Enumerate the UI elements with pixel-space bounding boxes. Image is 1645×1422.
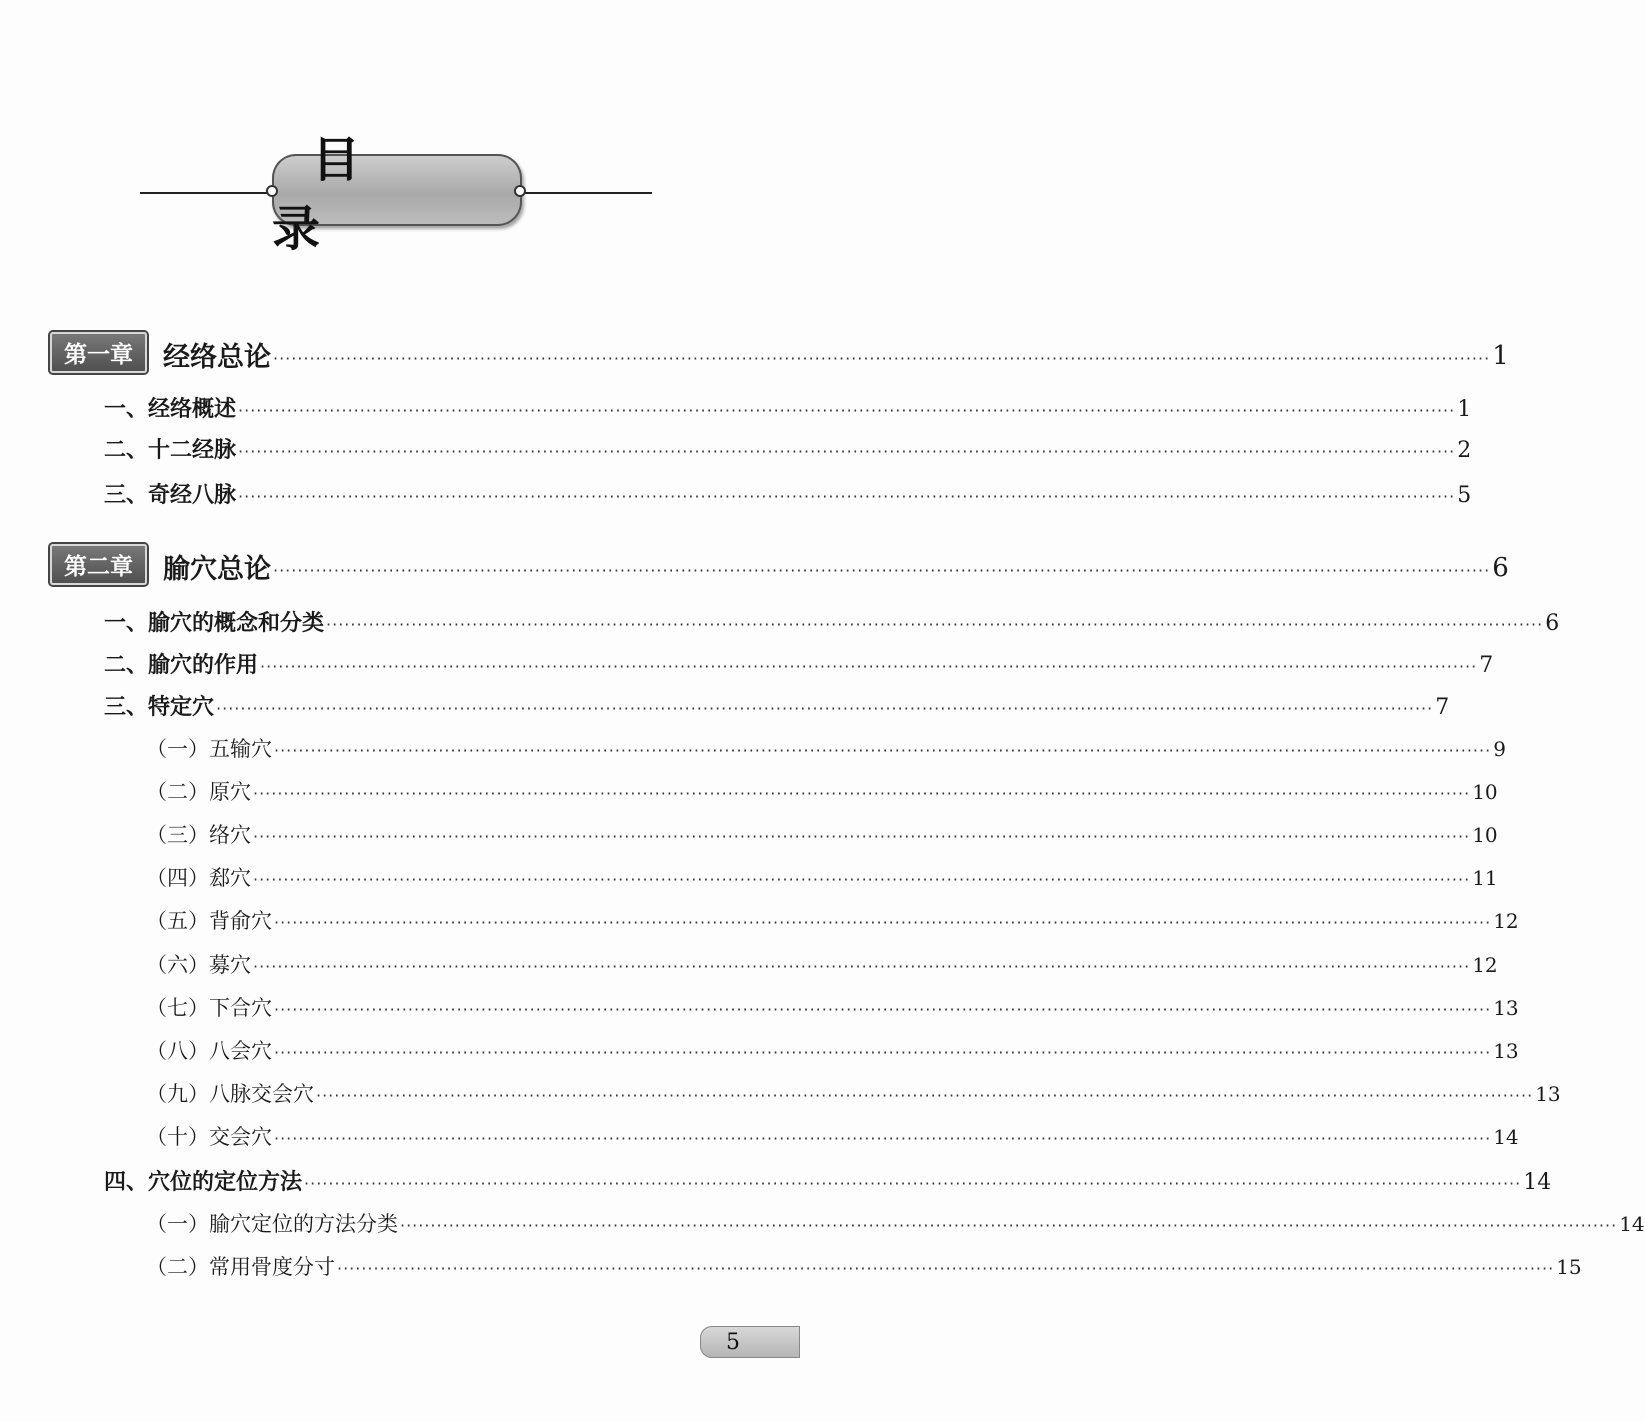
toc-entry-label bbox=[146, 992, 272, 1022]
toc-entry-title: 经络总论 bbox=[163, 342, 271, 373]
dot-leader: ········································································································································································································ bbox=[216, 699, 1434, 718]
dot-leader: ········································································································································································································ bbox=[274, 1043, 1492, 1062]
dot-leader: ········································································································································································································ bbox=[326, 615, 1544, 634]
toc-entry-title: 三、奇经八脉 bbox=[104, 483, 237, 508]
toc-entry-title: （六）募穴 bbox=[146, 953, 251, 977]
dot-leader: ········································································································································································································ bbox=[253, 784, 1471, 803]
toc-entry-title: （二）原穴 bbox=[146, 780, 251, 804]
toc-entry-page: 11 bbox=[1472, 866, 1498, 890]
toc-entry-label bbox=[104, 1165, 302, 1196]
toc-entry-label bbox=[104, 478, 236, 509]
toc-entry[interactable] bbox=[0, 862, 1498, 892]
toc-entry[interactable] bbox=[0, 478, 1472, 509]
toc-entry-title: （一）腧穴定位的方法分类 bbox=[146, 1212, 398, 1236]
dot-leader: ········································································································································································································ bbox=[253, 870, 1471, 889]
toc-chapter-entry[interactable] bbox=[0, 546, 1509, 587]
dot-leader: ········································································································································································································ bbox=[238, 401, 1456, 420]
toc-entry[interactable] bbox=[0, 1035, 1519, 1065]
toc-entry-label bbox=[146, 776, 251, 806]
page-title: 目 录 bbox=[272, 132, 401, 257]
toc-entry-label bbox=[146, 1121, 272, 1151]
dot-leader: ········································································································································································································ bbox=[274, 741, 1492, 760]
toc-entry-label bbox=[146, 819, 251, 849]
toc-entry-page: 14 bbox=[1523, 1170, 1552, 1195]
toc-entry-title: （一）五输穴 bbox=[146, 737, 272, 761]
toc-entry-page: 2 bbox=[1457, 438, 1472, 463]
dot-leader: ········································································································································································································ bbox=[274, 1129, 1492, 1148]
chapter-badge: 第一章 bbox=[50, 332, 147, 373]
toc-entry-page: 10 bbox=[1472, 823, 1498, 847]
toc-entry[interactable] bbox=[0, 776, 1498, 806]
toc-entry-label bbox=[146, 1208, 398, 1238]
dot-leader: ········································································································································································································ bbox=[274, 1000, 1492, 1019]
toc-chapter-entry[interactable] bbox=[0, 334, 1509, 375]
dot-leader: ········································································································································································································ bbox=[273, 561, 1491, 580]
toc-entry-page: 9 bbox=[1493, 737, 1506, 761]
toc-entry-page: 13 bbox=[1493, 1039, 1519, 1063]
toc-entry[interactable] bbox=[0, 992, 1519, 1022]
toc-entry-label bbox=[146, 905, 272, 935]
dot-leader: ········································································································································································································ bbox=[273, 349, 1491, 368]
toc-entry-page: 7 bbox=[1435, 695, 1450, 720]
dot-leader: ········································································································································································································ bbox=[238, 442, 1456, 461]
dot-leader: ········································································································································································································ bbox=[253, 827, 1471, 846]
toc-entry-label bbox=[104, 433, 236, 464]
dot-leader: ········································································································································································································ bbox=[238, 487, 1456, 506]
toc-entry-title: （十）交会穴 bbox=[146, 1125, 272, 1149]
toc-entry-page: 1 bbox=[1457, 397, 1472, 422]
toc-entry-title: 腧穴总论 bbox=[163, 554, 271, 585]
toc-entry-label bbox=[146, 1251, 335, 1281]
toc-entry-page: 15 bbox=[1556, 1255, 1582, 1279]
chapter-badge: 第二章 bbox=[50, 544, 147, 585]
toc-entry-page: 6 bbox=[1545, 611, 1560, 636]
toc-entry-title: 二、十二经脉 bbox=[104, 438, 237, 463]
toc-entry-title: （四）郄穴 bbox=[146, 866, 251, 890]
toc-entry-label bbox=[50, 334, 271, 375]
toc-entry-title: （八）八会穴 bbox=[146, 1039, 272, 1063]
toc-entry-title: （二）常用骨度分寸 bbox=[146, 1255, 335, 1279]
toc-entry-page: 13 bbox=[1535, 1082, 1561, 1106]
toc-entry-title: （七）下合穴 bbox=[146, 996, 272, 1020]
toc-entry-page: 14 bbox=[1493, 1125, 1519, 1149]
toc-entry-page: 6 bbox=[1492, 553, 1509, 583]
toc-entry-label bbox=[146, 1035, 272, 1065]
toc-entry-title: 二、腧穴的作用 bbox=[104, 653, 259, 678]
toc-entry-label bbox=[104, 606, 324, 637]
toc-entry-label bbox=[104, 648, 258, 679]
dot-leader: ········································································································································································································ bbox=[253, 957, 1471, 976]
toc-entry-page: 1 bbox=[1492, 341, 1509, 371]
toc-entry[interactable] bbox=[0, 1165, 1552, 1196]
dot-leader: ········································································································································································································ bbox=[304, 1174, 1522, 1193]
page-number-tab: 5 bbox=[700, 1326, 800, 1358]
toc-entry-page: 12 bbox=[1472, 953, 1498, 977]
toc-entry-label bbox=[146, 949, 251, 979]
toc-entry[interactable] bbox=[0, 392, 1472, 423]
toc-entry[interactable] bbox=[0, 606, 1560, 637]
toc-entry-label bbox=[50, 546, 271, 587]
dot-leader: ········································································································································································································ bbox=[316, 1086, 1534, 1105]
dot-leader: ········································································································································································································ bbox=[400, 1216, 1618, 1235]
toc-entry-page: 5 bbox=[1457, 483, 1472, 508]
toc-entry[interactable] bbox=[0, 1208, 1645, 1238]
toc-entry-title: （三）络穴 bbox=[146, 823, 251, 847]
heading-rule-right bbox=[518, 192, 652, 194]
toc-entry-label bbox=[146, 862, 251, 892]
toc-heading bbox=[140, 132, 652, 257]
toc-entry[interactable] bbox=[0, 819, 1498, 849]
toc-entry[interactable] bbox=[0, 1251, 1582, 1281]
toc-entry[interactable] bbox=[0, 733, 1506, 763]
toc-entry-title: （九）八脉交会穴 bbox=[146, 1082, 314, 1106]
toc-entry[interactable] bbox=[0, 1078, 1561, 1108]
toc-entry-label bbox=[146, 1078, 314, 1108]
toc-entry-title: 三、特定穴 bbox=[104, 695, 215, 720]
toc-entry-title: （五）背俞穴 bbox=[146, 909, 272, 933]
toc-entry[interactable] bbox=[0, 1121, 1519, 1151]
toc-entry[interactable] bbox=[0, 433, 1472, 464]
toc-entry-title: 一、腧穴的概念和分类 bbox=[104, 611, 325, 636]
toc-entry[interactable] bbox=[0, 690, 1450, 721]
toc-entry-page: 7 bbox=[1479, 653, 1494, 678]
toc-entry-label bbox=[104, 690, 214, 721]
dot-leader: ········································································································································································································ bbox=[274, 913, 1492, 932]
heading-rule-left bbox=[140, 192, 274, 194]
toc-entry[interactable] bbox=[0, 949, 1498, 979]
toc-entry-page: 12 bbox=[1493, 909, 1519, 933]
toc-entry-label bbox=[104, 392, 236, 423]
dot-leader: ········································································································································································································ bbox=[260, 657, 1478, 676]
toc-entry-page: 14 bbox=[1619, 1212, 1645, 1236]
toc-entry-title: 一、经络概述 bbox=[104, 397, 237, 422]
dot-leader: ········································································································································································································ bbox=[337, 1259, 1555, 1278]
toc-entry-page: 10 bbox=[1472, 780, 1498, 804]
toc-entry-page: 13 bbox=[1493, 996, 1519, 1020]
toc-entry-label bbox=[146, 733, 272, 763]
toc-entry-title: 四、穴位的定位方法 bbox=[104, 1170, 303, 1195]
toc-entry[interactable] bbox=[0, 905, 1519, 935]
toc-entry[interactable] bbox=[0, 648, 1494, 679]
